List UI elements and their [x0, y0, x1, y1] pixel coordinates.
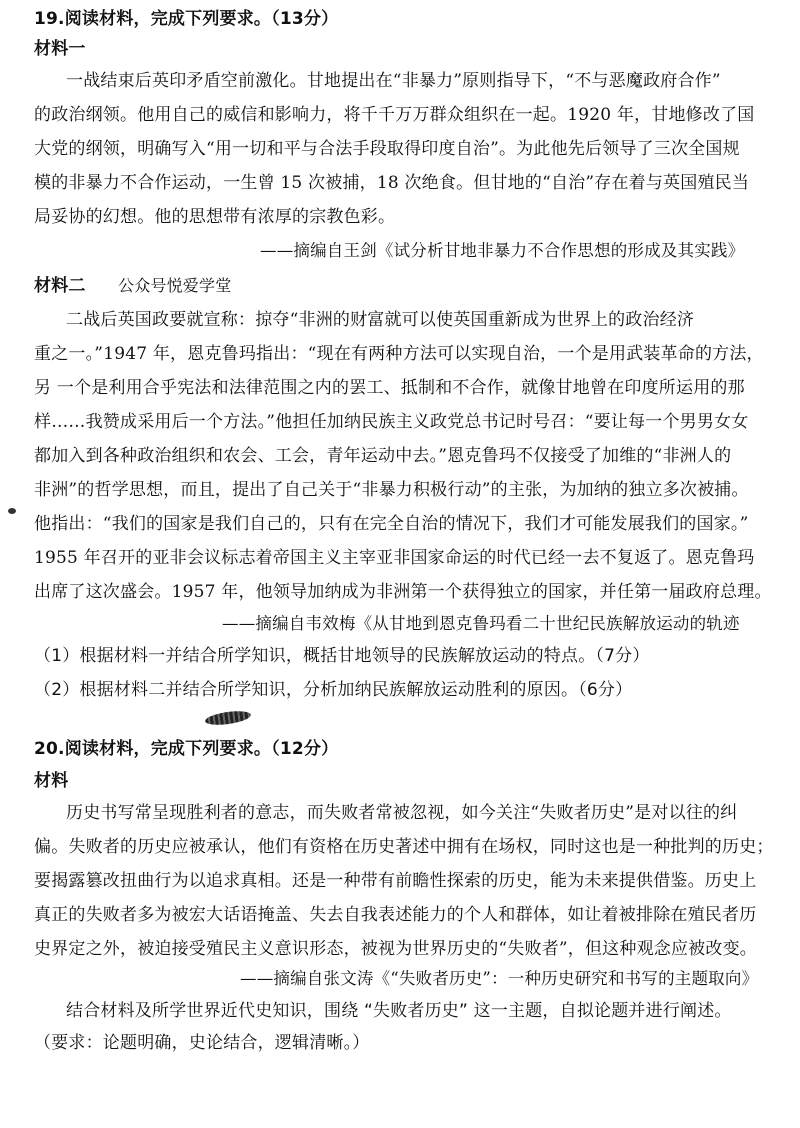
q19-material2-line: 都加入到各种政治组织和农会、工会，青年运动中去。”恩克鲁玛不仅接受了加维的“非洲人的	[34, 446, 732, 466]
q19-material2-source: ——摘编自韦效梅《从甘地到恩克鲁玛看二十世纪民族解放运动的轨迹	[222, 614, 740, 633]
ink-smudge	[204, 709, 251, 727]
q20-material-line: 史界定之外，被迫接受殖民主义意识形态，被视为世界历史的“失败者”，但这种观念应被改变。	[34, 939, 757, 959]
q19-material1-line: 模的非暴力不合作运动，一生曾 15 次被捕，18 次绝食。但甘地的“自治”存在着与英国殖民当	[34, 173, 750, 193]
q20-material-line: 历史书写常呈现胜利者的意志，而失败者常被忽视，如今关注“失败者历史”是对以往的纠	[66, 803, 738, 823]
q20-title: 20.阅读材料，完成下列要求。（12分）	[34, 739, 339, 759]
q20-material-line: 要揭露篡改扭曲行为以追求真相。还是一种带有前瞻性探索的历史，能为未来提供借鉴。历史上	[34, 871, 757, 891]
q19-material1-label: 材料一	[34, 39, 86, 59]
q19-material1-line: 一战结束后英印矛盾空前激化。甘地提出在“非暴力”原则指导下，“不与恶魔政府合作”	[66, 71, 721, 91]
q20-material-line: 偏。失败者的历史应被承认，他们有资格在历史著述中拥有在场权，同时这也是一种批判的历史；	[34, 837, 774, 857]
q20-task: 结合材料及所学世界近代史知识，围绕 “失败者历史” 这一主题，自拟论题并进行阐述。	[66, 1001, 732, 1021]
q19-material2-line: 另 一个是利用合乎宪法和法律范围之内的罢工、抵制和不合作，就像甘地曾在印度所运用的那	[34, 378, 745, 398]
q19-material2-label: 材料二	[34, 276, 86, 296]
q19-material2-line: 重之一。”1947 年，恩克鲁玛指出：“现在有两种方法可以实现自治，一个是用武装革命的方法，	[34, 344, 764, 364]
q20-material-label: 材料	[34, 771, 69, 791]
margin-speck	[8, 508, 16, 514]
watermark-text: 公众号悦爱学堂	[118, 276, 232, 295]
q19-material2-line: 非洲”的哲学思想，而且，提出了自己关于“非暴力积极行动”的主张，为加纳的独立多次被捕。	[34, 480, 749, 500]
q19-material2-line: 1955 年召开的亚非会议标志着帝国主义主宰亚非国家命运的时代已经一去不复返了。恩克鲁玛	[34, 548, 755, 568]
q19-material1-line: 的政治纲领。他用自己的威信和影响力，将千千万万群众组织在一起。1920 年，甘地修改了国	[34, 105, 755, 125]
q19-material2-line: 出席了这次盛会。1957 年，他领导加纳成为非洲第一个获得独立的国家，并任第一届政府总理。	[34, 582, 772, 602]
q19-material1-source: ——摘编自王剑《试分析甘地非暴力不合作思想的形成及其实践》	[260, 241, 745, 260]
q19-title: 19.阅读材料，完成下列要求。（13分）	[34, 9, 339, 29]
q19-material2-line: 二战后英国政要就宣称：掠夺“非洲的财富就可以使英国重新成为世界上的政治经济	[66, 310, 695, 330]
q20-requirements: （要求：论题明确，史论结合，逻辑清晰。）	[34, 1033, 370, 1053]
q19-material2-line: 样……我赞成采用后一个方法。”他担任加纳民族主义政党总书记时号召：“要让每一个男男女女	[34, 412, 749, 432]
q19-material1-line: 大党的纲领，明确写入“用一切和平与合法手段取得印度自治”。为此他先后领导了三次全国规	[34, 139, 740, 159]
q19-subquestion-2: （2）根据材料二并结合所学知识，分析加纳民族解放运动胜利的原因。（6分）	[34, 680, 633, 700]
q19-material1-line: 局妥协的幻想。他的思想带有浓厚的宗教色彩。	[34, 207, 396, 227]
q20-material-source: ——摘编自张文涛《“失败者历史”：一种历史研究和书写的主题取向》	[240, 969, 759, 988]
q19-subquestion-1: （1）根据材料一并结合所学知识，概括甘地领导的民族解放运动的特点。（7分）	[34, 646, 650, 666]
q20-material-line: 真正的失败者多为被宏大话语掩盖、失去自我表述能力的个人和群体，如让着被排除在殖民者历	[34, 905, 757, 925]
q19-material2-line: 他指出：“我们的国家是我们自己的，只有在完全自治的情况下，我们才可能发展我们的国家。”	[34, 514, 749, 534]
